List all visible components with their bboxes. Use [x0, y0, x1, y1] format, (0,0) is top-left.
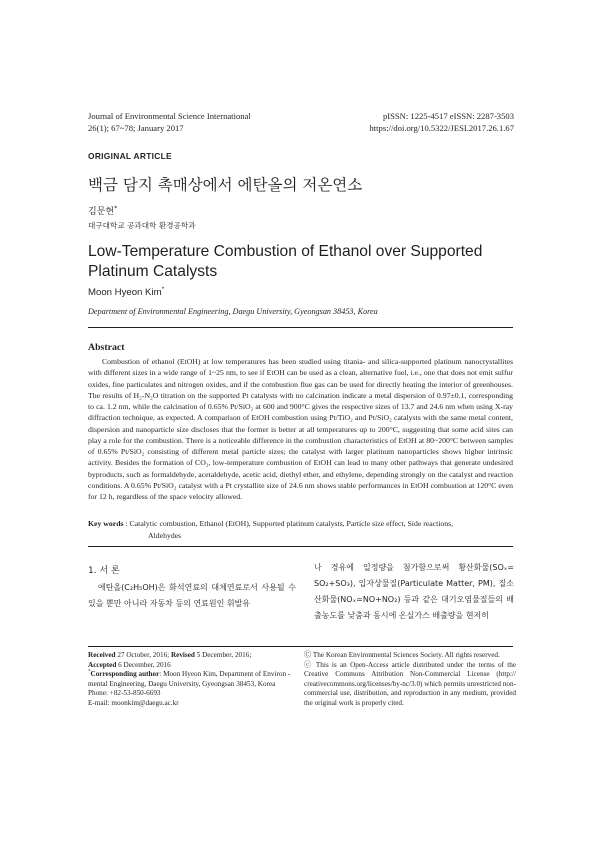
- corr-mark: *: [88, 669, 91, 675]
- keywords-label: Key words: [88, 519, 124, 528]
- corr-label: Corresponding author: [90, 670, 160, 679]
- received-label: Received: [88, 651, 116, 659]
- english-affiliation: Department of Environmental Engineering, Daegu University, Gyeongsan 38453, Korea: [88, 307, 378, 316]
- phone: Phone: +82-53-850-6693: [88, 689, 161, 698]
- english-author-name: Moon Hyeon Kim: [88, 287, 162, 298]
- intro-right-column: 나 경유에 일정량을 첨가함으로써 황산화물(SOₓ= SO₂+SO₃), 입자상물질(Particulate Matter, PM), 질소산화물(NOₓ=NO+NO₂) 등과 같은 대기오염물질들의 배출농도를 낮춤과 동시에 온실가스 배출량을 현저히: [314, 563, 514, 620]
- footnote-rule: [88, 646, 513, 647]
- copyright: Ⓒ The Korean Environmental Sciences Society. All rights reserved.: [304, 651, 500, 659]
- license: ⓒ This is an Open-Access article distributed under the terms of the Creative Commons Attribution Non-Commercial License (http:// creativecommons.org/licenses/by-nc/3.0) which permits unrestricted non-commercial use, distribution, and reproduction in any medium, provided the original work is properly cited.: [304, 660, 516, 707]
- abstract-bottom-rule: [88, 546, 513, 547]
- dates-line: [88, 651, 298, 661]
- email[interactable]: E-mail: moonkim@daegu.ac.kr: [88, 698, 179, 707]
- keywords-text-cont: Aldehydes: [148, 530, 182, 540]
- copyright-notice: [304, 651, 516, 709]
- korean-title: 백금 담지 촉매상에서 에탄올의 저온연소: [88, 176, 363, 194]
- corresponding-author: [88, 670, 298, 689]
- abstract-heading: Abstract: [88, 342, 125, 353]
- english-author-mark: *: [161, 285, 165, 293]
- keywords: [88, 518, 513, 541]
- journal-identifiers: [369, 110, 514, 134]
- abstract-text: Combustion of ethanol (EtOH) at low temperatures has been studied using titania- and silica-supported platinum nanocrystallites with different sizes in a wide range of 1~25 nm, to see if EtOH can be used as a clean, alternative fuel, i.e., one that does not emit sulfur oxides, fine particulates and nitrogen oxides, and if the combustion flue gas can be used for directly heating the interior of greenhouses. The results of H₂-N₂O titration on the supported Pt catalysts with no calcination indicate a metal dispersion of 0.97±0.1, corresponding to ca. 1.2 nm, while the calcination of 0.65% Pt/SiO₂ at 600 and 900°C gives the respective sizes of 13.7 and 24.6 nm when using X-ray diffraction technique, as expected. A comparison of EtOH combustion using Pt/TiO₂ and Pt/SiO₂ catalysts with the same metal content, dispersion and nanoparticle size discloses that the former is better at all temperatures up to 200°C, suggesting that some acid sites can play a role for the combustion. There is a noticeable difference in the combustion characteristics of EtOH at 80~200°C between samples of 0.65% Pt/SiO₂ consisting of different metal particle sizes; the catalyst with larger platinum nanoparticles shows higher intrinsic activity. Besides the formation of CO₂, low-temperature combustion of EtOH can lead to many other pathways that generate undesired byproducts, such as formaldehyde, acetaldehyde, acetic acid, diethyl ether, and ethylene, depending strongly on the catalyst and reaction conditions. A 0.65% Pt/SiO₂ catalyst with a Pt crystallite size of 24.6 nm shows stable performances in EtOH combustion at 120°C even for 12 h, regardless of the space velocity allowed.: [88, 357, 513, 501]
- korean-affiliation: 대구대학교 공과대학 환경공학과: [88, 221, 196, 230]
- section-heading: 1. 서 론: [88, 566, 120, 576]
- doi-link[interactable]: https://doi.org/10.5322/JESI.2017.26.1.67: [369, 123, 514, 133]
- abstract-top-rule: [88, 327, 513, 328]
- accepted-date: 6 December, 2016: [118, 660, 171, 669]
- revised-label: Revised: [170, 651, 195, 659]
- revised-date: 5 December, 2016;: [196, 651, 252, 659]
- journal-name: Journal of Environmental Science International: [88, 111, 251, 121]
- intro-left-column: 에탄올(C₂H₅OH)은 화석연료의 대체연료로서 사용될 수 있을 뿐만 아니라 자동차 등의 연료원인 휘발유: [88, 583, 296, 608]
- korean-author: [88, 204, 117, 217]
- english-title: Low-Temperature Combustion of Ethanol over Supported Platinum Catalysts: [88, 243, 483, 280]
- journal-info: [88, 110, 251, 134]
- article-history: [88, 651, 298, 709]
- accepted-line: [88, 661, 298, 671]
- accepted-label: Accepted: [88, 660, 117, 669]
- korean-author-name: 김문현: [88, 207, 115, 217]
- received-date: 27 October, 2016;: [117, 651, 170, 659]
- korean-author-mark: *: [114, 205, 118, 212]
- journal-issue: 26(1); 67~78; January 2017: [88, 123, 184, 133]
- english-author: [88, 287, 164, 298]
- corr-text: : Moon Hyeon Kim, Department of Environ -mental Engineering, Daegu University, Gyeongsan 38453, Korea: [88, 670, 291, 688]
- article-type: ORIGINAL ARTICLE: [88, 151, 172, 161]
- keywords-text: : Catalytic combustion, Ethanol (EtOH), Supported platinum catalysts, Particle size effect, Side reactions,: [125, 519, 454, 528]
- issn: pISSN: 1225-4517 eISSN: 2287-3503: [382, 111, 514, 121]
